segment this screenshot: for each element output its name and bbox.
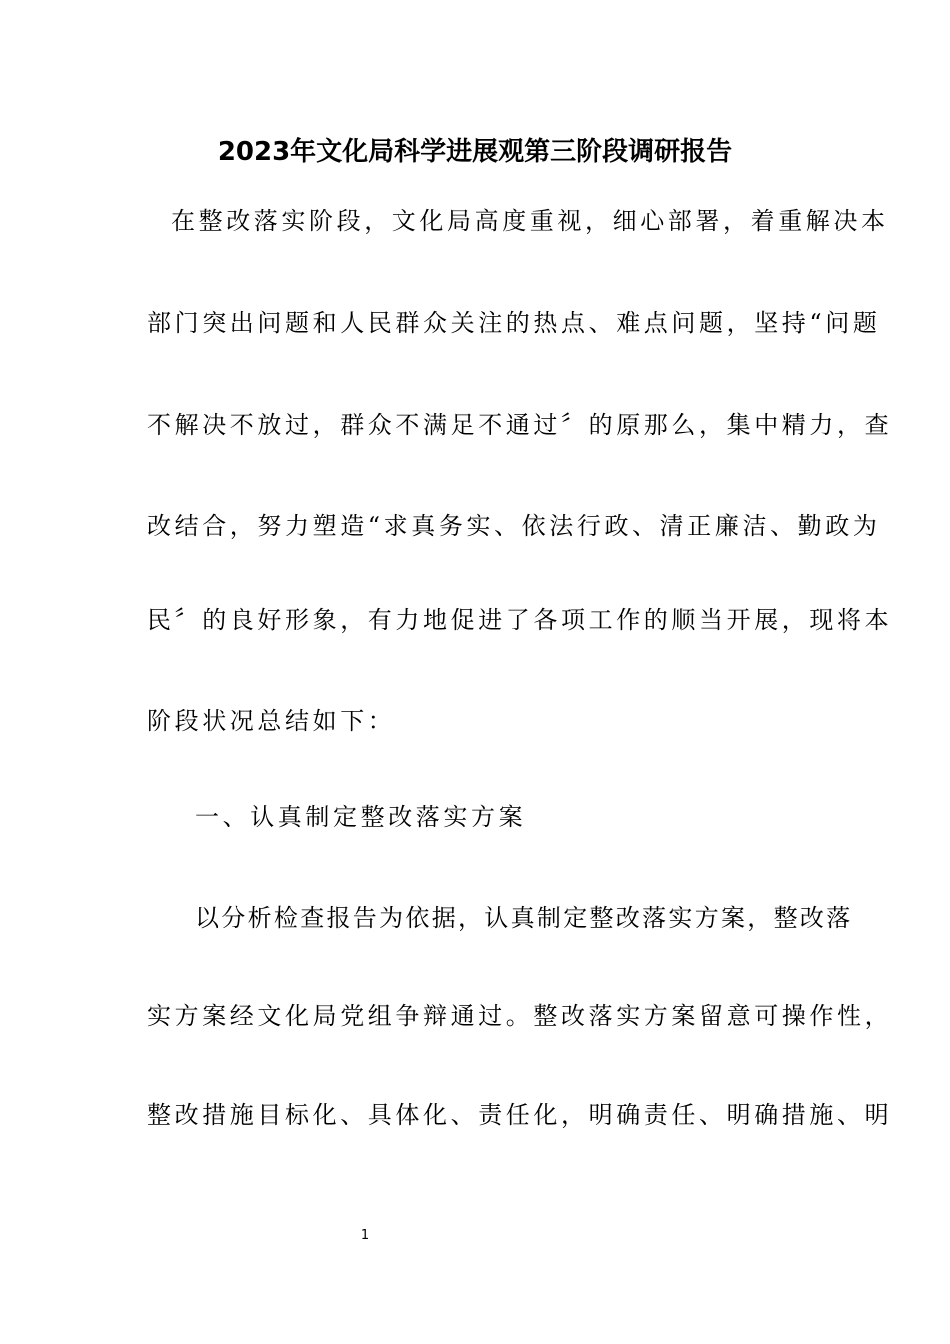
document-title: 2023年文化局科学进展观第三阶段调研报告 <box>217 137 733 167</box>
paragraph-line: 不解决不放过，群众不满足不通过〞的原那么，集中精力，查 <box>147 411 893 439</box>
section-heading: 一、认真制定整改落实方案 <box>195 803 527 831</box>
paragraph-line: 改结合，努力塑造“求真务实、依法行政、清正廉洁、勤政为 <box>147 512 881 540</box>
page-number: 1 <box>360 1228 370 1243</box>
paragraph-line: 整改措施目标化、具体化、责任化，明确责任、明确措施、明 <box>147 1101 893 1129</box>
paragraph-line: 以分析检查报告为依据，认真制定整改落实方案，整改落 <box>195 904 853 932</box>
paragraph-line: 阶段状况总结如下： <box>147 707 396 735</box>
paragraph-line: 部门突出问题和人民群众关注的热点、难点问题，坚持“问题 <box>147 309 881 337</box>
paragraph-line: 实方案经文化局党组争辩通过。整改落实方案留意可操作性， <box>147 1002 893 1030</box>
paragraph-line: 民〞的良好形象，有力地促进了各项工作的顺当开展，现将本 <box>147 606 893 634</box>
paragraph-line: 在整改落实阶段，文化局高度重视，细心部署，着重解决本 <box>171 207 889 235</box>
